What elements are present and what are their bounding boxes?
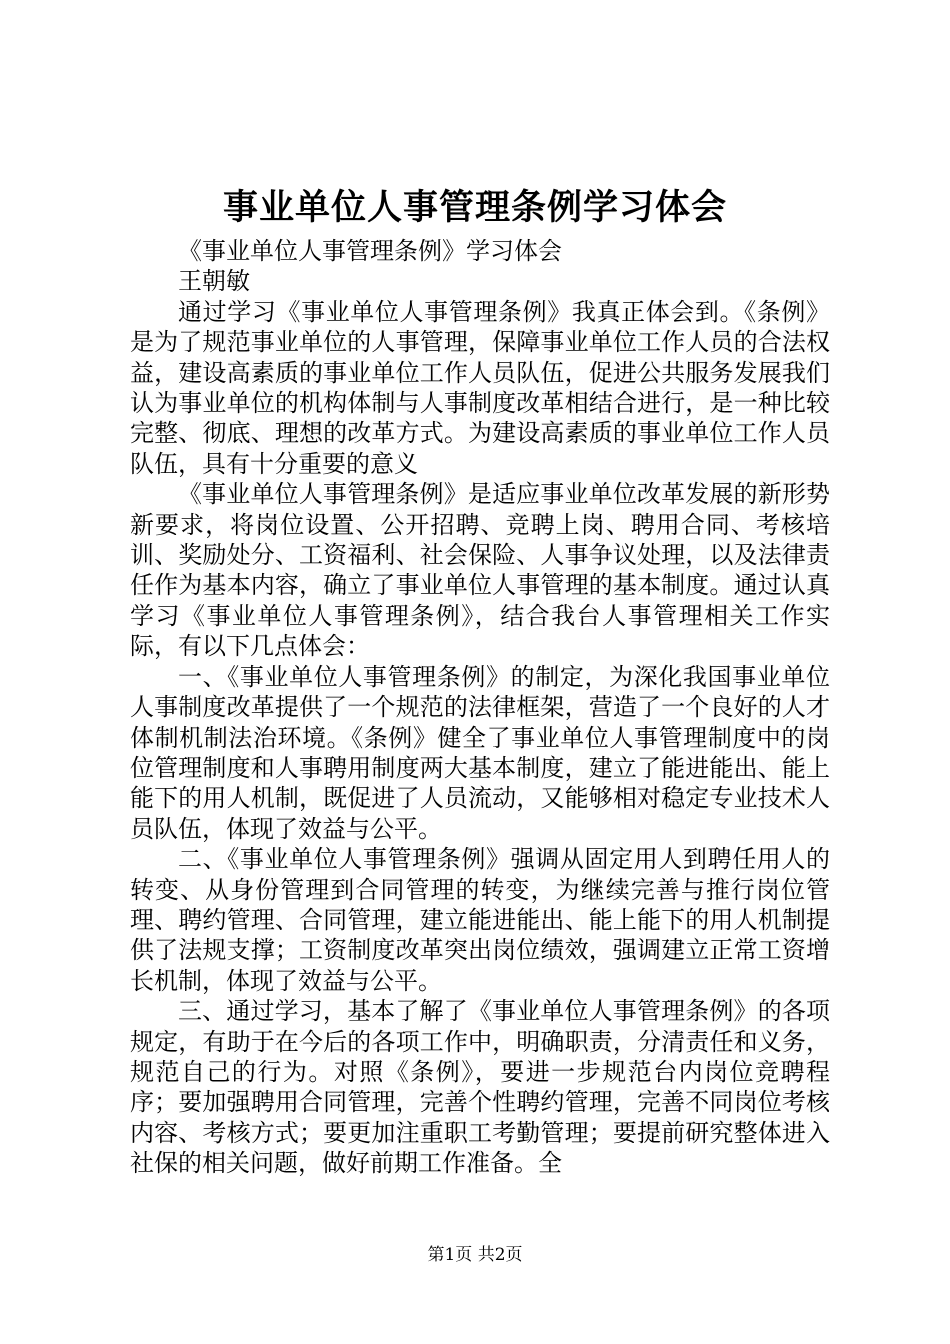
body-paragraph-1: 通过学习《事业单位人事管理条例》我真正体会到。《条例》是为了规范事业单位的人事管理，保障事业单位工作人员的合法权益，建设高素质的事业单位工作人员队伍，促进公共服务发展我们认为事业单位的机构体制与人事制度改革相结合进行，是一种比较完整、彻底、理想的改革方式。为建设高素质的事业单位工作人员队伍，具有十分重要的意义 xyxy=(130,297,830,478)
subtitle-paragraph: 《事业单位人事管理条例》学习体会 xyxy=(178,237,562,265)
body-paragraph-4: 二、《事业单位人事管理条例》强调从固定用人到聘任用人的转变、从身份管理到合同管理的转变，为继续完善与推行岗位管理、聘约管理、合同管理，建立能进能出、能上能下的用人机制提供了法规支撑；工资制度改革突出岗位绩效，强调建立正常工资增长机制，体现了效益与公平。 xyxy=(130,845,830,995)
document-body xyxy=(130,236,830,1179)
page-number-footer: 第1页 共2页 xyxy=(427,1245,523,1265)
body-paragraph-5: 三、通过学习，基本了解了《事业单位人事管理条例》的各项规定，有助于在今后的各项工作中，明确职责，分清责任和义务，规范自己的行为。对照《条例》，要进一步规范台内岗位竞聘程序；要加强聘用合同管理，完善个性聘约管理，完善不同岗位考核内容、考核方式；要更加注重职工考勤管理；要提前研究整体进入社保的相关问题，做好前期工作准备。全 xyxy=(130,997,830,1178)
document-title: 事业单位人事管理条例学习体会 xyxy=(222,187,727,228)
body-paragraph-3: 一、《事业单位人事管理条例》的制定，为深化我国事业单位人事制度改革提供了一个规范的法律框架，营造了一个良好的人才体制机制法治环境。《条例》健全了事业单位人事管理制度中的岗位管理制度和人事聘用制度两大基本制度，建立了能进能出、能上能下的用人机制，既促进了人员流动，又能够相对稳定专业技术人员队伍，体现了效益与公平。 xyxy=(130,662,830,843)
author-name: 王朝敏 xyxy=(178,267,250,296)
body-paragraph-2: 《事业单位人事管理条例》是适应事业单位改革发展的新形势新要求，将岗位设置、公开招聘、竞聘上岗、聘用合同、考核培训、奖励处分、工资福利、社会保险、人事争议处理，以及法律责任作为基本内容，确立了事业单位人事管理的基本制度。通过认真学习《事业单位人事管理条例》，结合我台人事管理相关工作实际，有以下几点体会： xyxy=(130,480,830,661)
